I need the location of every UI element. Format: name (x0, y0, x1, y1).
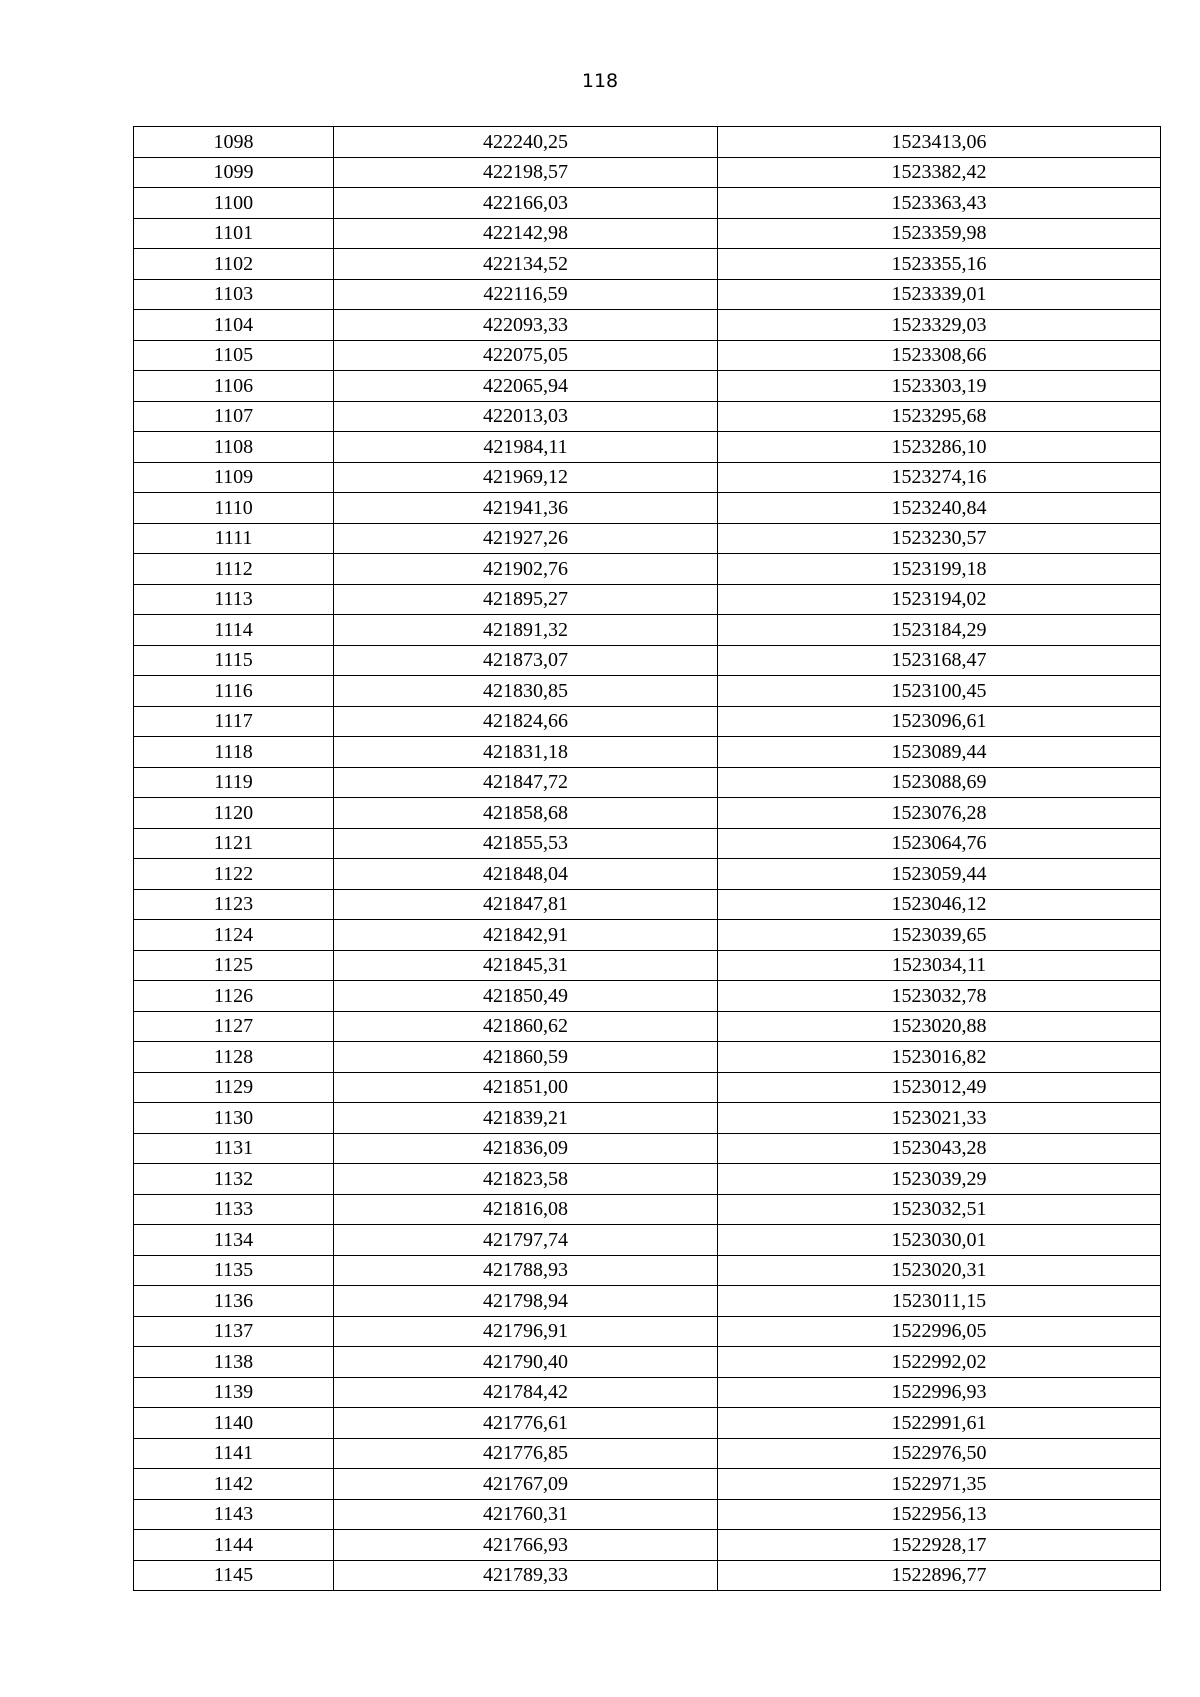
x-coordinate-cell: 421796,91 (334, 1316, 718, 1347)
table-row (134, 1530, 1161, 1561)
x-coordinate-cell: 421941,36 (334, 493, 718, 524)
x-coordinate-cell: 422075,05 (334, 340, 718, 371)
table-row (134, 676, 1161, 707)
y-coordinate-cell: 1522996,93 (718, 1377, 1161, 1408)
table-row (134, 371, 1161, 402)
y-coordinate-cell: 1523032,78 (718, 981, 1161, 1012)
point-number-cell: 1126 (134, 981, 334, 1012)
y-coordinate-cell: 1523339,01 (718, 279, 1161, 310)
y-coordinate-cell: 1523230,57 (718, 523, 1161, 554)
table-row (134, 340, 1161, 371)
x-coordinate-cell: 421760,31 (334, 1499, 718, 1530)
x-coordinate-cell: 421830,85 (334, 676, 718, 707)
x-coordinate-cell: 422240,25 (334, 127, 718, 158)
point-number-cell: 1136 (134, 1286, 334, 1317)
y-coordinate-cell: 1523194,02 (718, 584, 1161, 615)
point-number-cell: 1123 (134, 889, 334, 920)
x-coordinate-cell: 422013,03 (334, 401, 718, 432)
y-coordinate-cell: 1522991,61 (718, 1408, 1161, 1439)
point-number-cell: 1117 (134, 706, 334, 737)
y-coordinate-cell: 1522971,35 (718, 1469, 1161, 1500)
y-coordinate-cell: 1523199,18 (718, 554, 1161, 585)
y-coordinate-cell: 1523046,12 (718, 889, 1161, 920)
point-number-cell: 1143 (134, 1499, 334, 1530)
x-coordinate-cell: 421927,26 (334, 523, 718, 554)
table-row (134, 1133, 1161, 1164)
x-coordinate-cell: 421767,09 (334, 1469, 718, 1500)
point-number-cell: 1114 (134, 615, 334, 646)
x-coordinate-cell: 421969,12 (334, 462, 718, 493)
point-number-cell: 1104 (134, 310, 334, 341)
point-number-cell: 1144 (134, 1530, 334, 1561)
point-number-cell: 1121 (134, 828, 334, 859)
table-row (134, 706, 1161, 737)
y-coordinate-cell: 1523020,31 (718, 1255, 1161, 1286)
table-row (134, 249, 1161, 280)
point-number-cell: 1138 (134, 1347, 334, 1378)
x-coordinate-cell: 421766,93 (334, 1530, 718, 1561)
point-number-cell: 1111 (134, 523, 334, 554)
point-number-cell: 1098 (134, 127, 334, 158)
point-number-cell: 1142 (134, 1469, 334, 1500)
x-coordinate-cell: 421847,72 (334, 767, 718, 798)
table-row (134, 1042, 1161, 1073)
point-number-cell: 1118 (134, 737, 334, 768)
table-row (134, 279, 1161, 310)
y-coordinate-cell: 1523089,44 (718, 737, 1161, 768)
y-coordinate-cell: 1522896,77 (718, 1560, 1161, 1591)
x-coordinate-cell: 421784,42 (334, 1377, 718, 1408)
y-coordinate-cell: 1522928,17 (718, 1530, 1161, 1561)
x-coordinate-cell: 421860,59 (334, 1042, 718, 1073)
y-coordinate-cell: 1522976,50 (718, 1438, 1161, 1469)
y-coordinate-cell: 1523034,11 (718, 950, 1161, 981)
point-number-cell: 1115 (134, 645, 334, 676)
point-number-cell: 1129 (134, 1072, 334, 1103)
point-number-cell: 1113 (134, 584, 334, 615)
point-number-cell: 1139 (134, 1377, 334, 1408)
x-coordinate-cell: 421850,49 (334, 981, 718, 1012)
table-row (134, 889, 1161, 920)
point-number-cell: 1131 (134, 1133, 334, 1164)
table-row (134, 1377, 1161, 1408)
y-coordinate-cell: 1523039,65 (718, 920, 1161, 951)
y-coordinate-cell: 1523329,03 (718, 310, 1161, 341)
table-row (134, 401, 1161, 432)
x-coordinate-cell: 421816,08 (334, 1194, 718, 1225)
table-row (134, 767, 1161, 798)
y-coordinate-cell: 1523088,69 (718, 767, 1161, 798)
point-number-cell: 1109 (134, 462, 334, 493)
point-number-cell: 1122 (134, 859, 334, 890)
table-row (134, 1560, 1161, 1591)
x-coordinate-cell: 421984,11 (334, 432, 718, 463)
coordinates-table-body (134, 127, 1161, 1591)
table-row (134, 1194, 1161, 1225)
point-number-cell: 1133 (134, 1194, 334, 1225)
point-number-cell: 1135 (134, 1255, 334, 1286)
y-coordinate-cell: 1523059,44 (718, 859, 1161, 890)
table-row (134, 1438, 1161, 1469)
x-coordinate-cell: 421855,53 (334, 828, 718, 859)
point-number-cell: 1116 (134, 676, 334, 707)
x-coordinate-cell: 422166,03 (334, 188, 718, 219)
y-coordinate-cell: 1523030,01 (718, 1225, 1161, 1256)
point-number-cell: 1145 (134, 1560, 334, 1591)
table-row (134, 462, 1161, 493)
table-row (134, 615, 1161, 646)
table-row (134, 981, 1161, 1012)
x-coordinate-cell: 421823,58 (334, 1164, 718, 1195)
y-coordinate-cell: 1523100,45 (718, 676, 1161, 707)
y-coordinate-cell: 1523096,61 (718, 706, 1161, 737)
x-coordinate-cell: 422134,52 (334, 249, 718, 280)
table-row (134, 1072, 1161, 1103)
table-row (134, 950, 1161, 981)
y-coordinate-cell: 1523274,16 (718, 462, 1161, 493)
x-coordinate-cell: 422065,94 (334, 371, 718, 402)
x-coordinate-cell: 421824,66 (334, 706, 718, 737)
x-coordinate-cell: 422198,57 (334, 157, 718, 188)
y-coordinate-cell: 1523303,19 (718, 371, 1161, 402)
x-coordinate-cell: 421798,94 (334, 1286, 718, 1317)
y-coordinate-cell: 1523308,66 (718, 340, 1161, 371)
y-coordinate-cell: 1523032,51 (718, 1194, 1161, 1225)
table-row (134, 828, 1161, 859)
y-coordinate-cell: 1523076,28 (718, 798, 1161, 829)
x-coordinate-cell: 421836,09 (334, 1133, 718, 1164)
x-coordinate-cell: 421847,81 (334, 889, 718, 920)
table-row (134, 188, 1161, 219)
y-coordinate-cell: 1523359,98 (718, 218, 1161, 249)
table-row (134, 1408, 1161, 1439)
x-coordinate-cell: 421848,04 (334, 859, 718, 890)
x-coordinate-cell: 422116,59 (334, 279, 718, 310)
y-coordinate-cell: 1523184,29 (718, 615, 1161, 646)
point-number-cell: 1108 (134, 432, 334, 463)
point-number-cell: 1120 (134, 798, 334, 829)
y-coordinate-cell: 1523382,42 (718, 157, 1161, 188)
table-row (134, 584, 1161, 615)
point-number-cell: 1100 (134, 188, 334, 219)
table-row (134, 859, 1161, 890)
table-row (134, 645, 1161, 676)
x-coordinate-cell: 422142,98 (334, 218, 718, 249)
y-coordinate-cell: 1523020,88 (718, 1011, 1161, 1042)
table-row (134, 1499, 1161, 1530)
point-number-cell: 1140 (134, 1408, 334, 1439)
point-number-cell: 1130 (134, 1103, 334, 1134)
table-row (134, 1316, 1161, 1347)
point-number-cell: 1137 (134, 1316, 334, 1347)
table-row (134, 1255, 1161, 1286)
x-coordinate-cell: 421851,00 (334, 1072, 718, 1103)
y-coordinate-cell: 1522996,05 (718, 1316, 1161, 1347)
point-number-cell: 1132 (134, 1164, 334, 1195)
page-number: 118 (581, 70, 619, 92)
y-coordinate-cell: 1523012,49 (718, 1072, 1161, 1103)
table-row (134, 493, 1161, 524)
x-coordinate-cell: 421902,76 (334, 554, 718, 585)
x-coordinate-cell: 421839,21 (334, 1103, 718, 1134)
x-coordinate-cell: 422093,33 (334, 310, 718, 341)
point-number-cell: 1107 (134, 401, 334, 432)
table-row (134, 1164, 1161, 1195)
point-number-cell: 1127 (134, 1011, 334, 1042)
y-coordinate-cell: 1523295,68 (718, 401, 1161, 432)
table-row (134, 1011, 1161, 1042)
x-coordinate-cell: 421873,07 (334, 645, 718, 676)
point-number-cell: 1124 (134, 920, 334, 951)
y-coordinate-cell: 1523355,16 (718, 249, 1161, 280)
x-coordinate-cell: 421860,62 (334, 1011, 718, 1042)
point-number-cell: 1101 (134, 218, 334, 249)
y-coordinate-cell: 1523413,06 (718, 127, 1161, 158)
point-number-cell: 1134 (134, 1225, 334, 1256)
point-number-cell: 1125 (134, 950, 334, 981)
y-coordinate-cell: 1523011,15 (718, 1286, 1161, 1317)
x-coordinate-cell: 421842,91 (334, 920, 718, 951)
point-number-cell: 1106 (134, 371, 334, 402)
x-coordinate-cell: 421858,68 (334, 798, 718, 829)
x-coordinate-cell: 421891,32 (334, 615, 718, 646)
table-row (134, 218, 1161, 249)
table-row (134, 310, 1161, 341)
point-number-cell: 1103 (134, 279, 334, 310)
y-coordinate-cell: 1522956,13 (718, 1499, 1161, 1530)
table-row (134, 127, 1161, 158)
point-number-cell: 1099 (134, 157, 334, 188)
y-coordinate-cell: 1523286,10 (718, 432, 1161, 463)
table-row (134, 798, 1161, 829)
table-row (134, 1225, 1161, 1256)
y-coordinate-cell: 1522992,02 (718, 1347, 1161, 1378)
x-coordinate-cell: 421831,18 (334, 737, 718, 768)
point-number-cell: 1119 (134, 767, 334, 798)
x-coordinate-cell: 421895,27 (334, 584, 718, 615)
table-row (134, 523, 1161, 554)
x-coordinate-cell: 421789,33 (334, 1560, 718, 1591)
y-coordinate-cell: 1523016,82 (718, 1042, 1161, 1073)
point-number-cell: 1102 (134, 249, 334, 280)
table-row (134, 1103, 1161, 1134)
y-coordinate-cell: 1523168,47 (718, 645, 1161, 676)
table-row (134, 554, 1161, 585)
x-coordinate-cell: 421776,61 (334, 1408, 718, 1439)
point-number-cell: 1112 (134, 554, 334, 585)
y-coordinate-cell: 1523043,28 (718, 1133, 1161, 1164)
y-coordinate-cell: 1523363,43 (718, 188, 1161, 219)
coordinates-table (133, 126, 1161, 1591)
point-number-cell: 1110 (134, 493, 334, 524)
table-row (134, 1469, 1161, 1500)
y-coordinate-cell: 1523039,29 (718, 1164, 1161, 1195)
table-row (134, 1286, 1161, 1317)
table-row (134, 737, 1161, 768)
table-row (134, 920, 1161, 951)
point-number-cell: 1128 (134, 1042, 334, 1073)
x-coordinate-cell: 421788,93 (334, 1255, 718, 1286)
table-row (134, 157, 1161, 188)
table-row (134, 1347, 1161, 1378)
table-row (134, 432, 1161, 463)
x-coordinate-cell: 421776,85 (334, 1438, 718, 1469)
x-coordinate-cell: 421797,74 (334, 1225, 718, 1256)
point-number-cell: 1105 (134, 340, 334, 371)
x-coordinate-cell: 421845,31 (334, 950, 718, 981)
y-coordinate-cell: 1523021,33 (718, 1103, 1161, 1134)
point-number-cell: 1141 (134, 1438, 334, 1469)
y-coordinate-cell: 1523064,76 (718, 828, 1161, 859)
x-coordinate-cell: 421790,40 (334, 1347, 718, 1378)
y-coordinate-cell: 1523240,84 (718, 493, 1161, 524)
